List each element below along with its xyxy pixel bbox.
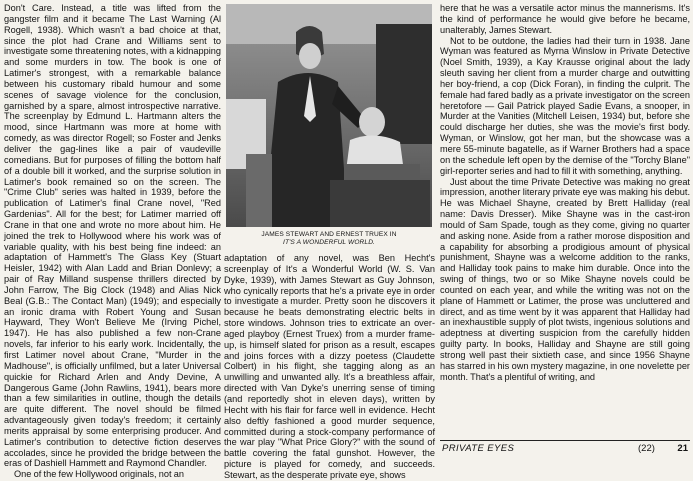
film-still-photo [226, 4, 432, 227]
page-footer [440, 440, 690, 457]
film-still-illustration [226, 4, 432, 227]
book-title: PRIVATE EYES [442, 443, 515, 454]
paragraph: adaptation of any novel, was Ben Hecht's screenplay of It's a Wonderful World (W. S. Van Dyke, 1939), with James Stewart as Guy Johnson, who cynically reports that he's a private eye in order to investigate a murder. Pretty soon he discovers it because he beats demonstrating electric belts in store windows. Johnson tries to extricate an over-aged playboy (Ernest Truex) from a murder frame-up, is himself slated for prison as a result, escapes and joins forces with a dizzy poetess (Claudette Colbert) in his flight, she tagging along as an unwilling and unwanted ally. It's a breathless affair, directed with Van Dyke's unerring sense of timing (and reportedly shot in eleven days), written by Hecht with his flair for farce well in evidence. Hecht also deftly fashioned a good murder sequence, committed during a stock-company performance of the war play "What Price Glory?" with the sound of battle covering the fatal gunshot. However, the picture is played for comedy, and succeeds. Stewart, as the desperate private eye, shows [224, 253, 435, 480]
right-text-column [440, 3, 690, 437]
middle-text-column [224, 253, 435, 480]
paragraph: here that he was a versatile actor minus the mannerisms. It's the kind of performance he would give before he became, unalterably, James Stewart. [440, 3, 690, 35]
paragraph: Not to be outdone, the ladies had their turn in 1938. Jane Wyman was featured as Myrna Winslow in Private Detective (Noel Smith, 1939), a Kay Krausse original about the lady sleuth saving her client from a murder charge and outwitting her boy-friend, a cop (Dick Foran), in finding the culprit. The female had fared badly as a private investigator on the screen heretofore — Gail Patrick played Sadie Evans, a snooper, in Murder at the Vanities (Mitchell Leisen, 1934) but, before she could discharge her duties, she was the movie's first body. Wyman, or Winslow, got her man, but the showcase was a mere 55-minute bagatelle, as if Warner Brothers had a space on the schedule left open by the demise of the "Torchy Blane" girl-reporter series and had to fill it with something, anything. [440, 35, 690, 176]
left-text-column [4, 3, 221, 480]
paragraph: Don't Care. Instead, a title was lifted from the gangster film and it became The Last Warning (Al Rogell, 1938). Which wasn't a bad choice at that, since the plot had Crane and Williams sent to investigate some threatening notes, with a kidnapping and some murders in tow. The book is one of Latimer's strongest, with a remarkable balance between his customary ribald humour and some scenes of savage violence for the conclusion, garnished by a spare, almost introspective narrative. The screenplay by Edmund L. Hartmann alters the mood, since Hartmann was more at home with comedy, as was director Rogell; so Foster and Jenks deliver the gag-lines like a pair of vaudeville comedians. But for purposes of filling the bottom half of a double bill it worked, and the surprise solution in Latimer's book remained so on the screen. The "Crime Club" series was halted in 1939, before the publication of Latimer's final Crane novel, "Red Gardenias". All for the best; for Latimer married off Crane in that one and wrote no more about him. He joined the trek to Hollywood where his work was of variable quality, with his best being fine indeed: an adaptation of Hammett's The Glass Key (Stuart Heisler, 1942) with Alan Ladd and Brian Donlevy; a pair of Ray Milland suspense thrillers directed by John Farrow, The Big Clock (1948) and Alias Nick Beal (G.B.: The Contact Man) (1949); and especially an ironic drama with Robert Young and Susan Hayward, They Won't Believe Me (Irving Pichel, 1947). He has also published a few non-Crane novels, far inferior to his early work. Incidentally, the first Latimer novel about Crane, "Murder in the Madhouse", is officially unfilmed, but a later Universal quickie for Richard Arlen and Andy Devine, A Dangerous Game (John Rawlins, 1941), bears more than a few similarities in outline, though the details are quite different. The novel should be filmed advantageously given today's freedom; it certainly merits appraisal by some enterprising producer. And Latimer's contribution to detective fiction deserves accolades, since he provided the bridge between the eras of Dashiell Hammett and Raymond Chandler. [4, 3, 221, 469]
caption-line: JAMES STEWART AND ERNEST TRUEX IN [261, 231, 397, 238]
paragraph: One of the few Hollywood originals, not an [14, 469, 185, 480]
caption-line: IT'S A WONDERFUL WORLD. [283, 239, 375, 247]
photo-caption [226, 231, 432, 247]
original-page-number: (22) [638, 443, 655, 454]
page-number: 21 [677, 443, 688, 454]
paragraph: Just about the time Private Detective was making no great impression, another literary private eye was making his debut. He was Michael Shayne, created by Brett Halliday (real name: Davis Dresser). Mike Shayne was in the cast-iron mould of Sam Spade, tough as they come, giving no quarter and asking none. Aside from a rather morose disposition and a capability for absorbing a prodigious amount of physical punishment, Shayne was a welcome addition to the ranks, and Halliday took pains to make him durable. Once into the swing of things, two or so Mike Shayne novels could be counted on each year, and while the writing was not on the plane of Hammett or Latimer, the prose was uncluttered and direct, and as time went by it was apparent that Halliday had an inexhaustible supply of plot twists, ingenious solutions and adeptness at diverting suspicion from the carefully hidden guilty party. In books, Halliday and Shayne are still going strong well past their sixtieth case, and since 1956 Shayne has starred in his own mystery magazine, in one novelette per month. That's a plentiful of writing, and [440, 176, 690, 382]
